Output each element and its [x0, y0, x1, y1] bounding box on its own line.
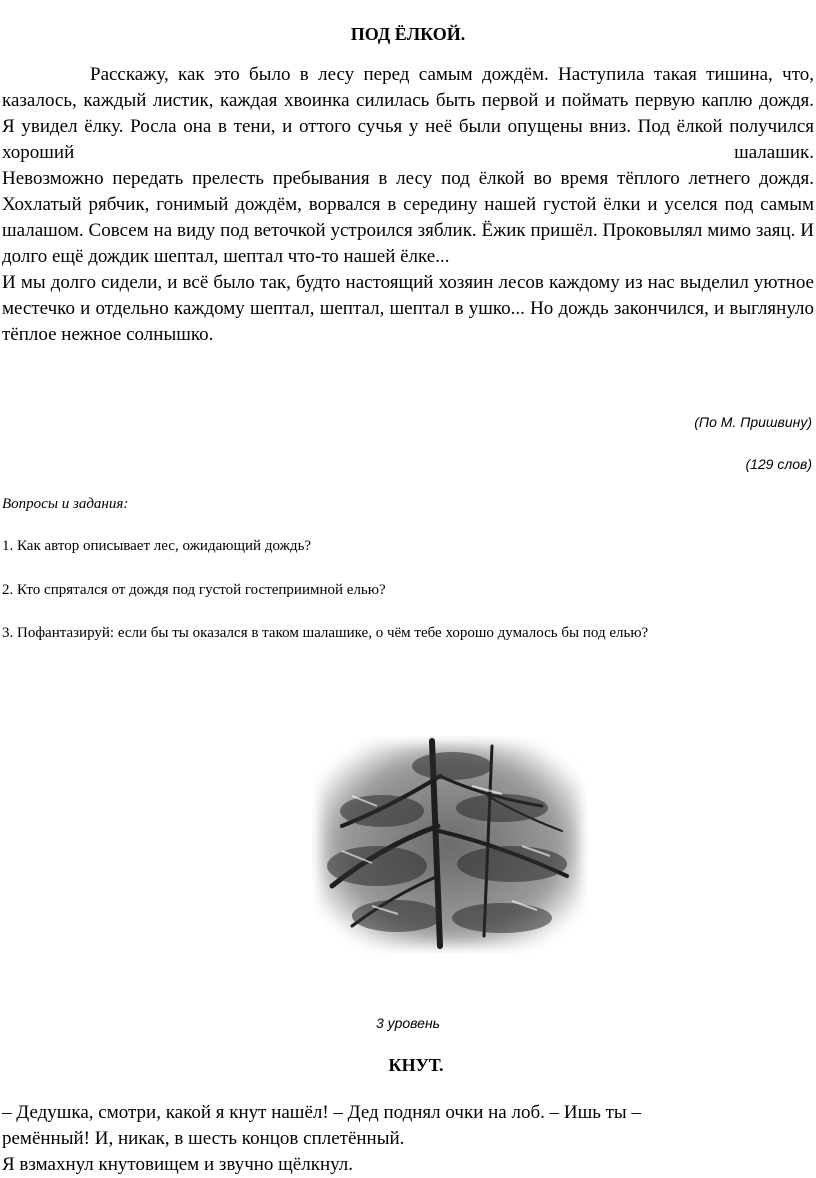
text-line: Я взмахнул кнутовищем и звучно щёлкнул. — [2, 1154, 354, 1175]
spruce-illustration — [312, 736, 588, 954]
question-item: 3. Пофантазируй: если бы ты оказался в таком шалашике, о чём тебе хорошо думалось бы под елью? — [2, 625, 649, 641]
paragraph: И мы долго сидели, и всё было так, будто настоящий хозяин лесов каждому из нас выделил уютное местечко и отдельно каждому шептал, шептал, шептал в ушко... Но дождь закончился, и выглянуло тёплое нежное солнышко. — [2, 272, 814, 345]
word-count: (129 слов) — [745, 456, 812, 472]
paragraph: Невозможно передать прелесть пребывания в лесу под ёлкой во время тёплого летнего дождя. Хохлатый рябчик, гонимый дождём, ворвался в середину нашей густой ёлки и уселся под самым шалашом. Совсем на виду под веточкой устроился зяблик. Ёжик пришёл. Проковылял мимо заяц. И долго ещё дождик шептал, шептал что-то нашей ёлке... — [2, 168, 814, 267]
spruce-drawing — [312, 736, 588, 954]
story-text — [2, 62, 814, 348]
story-title: ПОД ЁЛКОЙ. — [350, 24, 466, 44]
text-line: ремённый! И, никак, в шесть концов сплетённый. — [2, 1128, 405, 1149]
paragraph: Расскажу, как это было в лесу перед самым дождём. Наступила такая тишина, что, казалось, каждый листик, каждая хвоинка силилась быть первой и поймать первую каплю дождя. — [2, 64, 814, 111]
story-text — [2, 1100, 814, 1178]
paragraph: Я увидел ёлку. Росла она в тени, и оттого сучья у неё были опущены вниз. Под ёлкой получился хороший шалашик. — [2, 116, 814, 163]
question-item: 2. Кто спрятался от дождя под густой гостеприимной елью? — [2, 582, 386, 598]
author-attribution: (По М. Пришвину) — [694, 414, 812, 430]
question-item: 1. Как автор описывает лес, ожидающий дождь? — [2, 538, 312, 554]
text-line: – Дедушка, смотри, какой я кнут нашёл! – Дед поднял очки на лоб. – Ишь ты – — [2, 1102, 641, 1123]
level-label: 3 уровень — [375, 1015, 441, 1031]
story-title: КНУТ. — [388, 1055, 444, 1075]
questions-heading: Вопросы и задания: — [2, 496, 129, 512]
